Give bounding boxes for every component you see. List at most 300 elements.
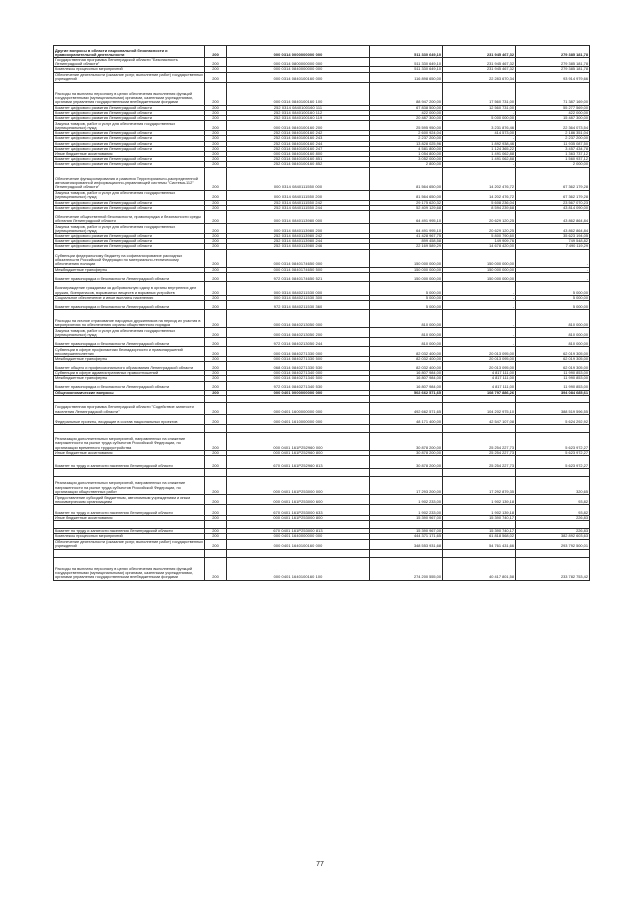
row-name-cell: Предоставление субсидий бюджетным, автономным учреждениям и иным некоммерческим организациям xyxy=(54,495,205,505)
row-approved-amount-cell: 511 330 649,10 xyxy=(370,67,443,72)
row-code-cell: 200 xyxy=(205,529,227,534)
row-approved-amount-cell: 30 878 200,00 xyxy=(370,456,443,469)
row-approved-amount-cell: 274 200 555,00 xyxy=(370,557,443,580)
row-approved-amount-cell: 5 000,00 xyxy=(370,295,443,300)
row-name-cell: Комитет цифрового развития Ленинградской области xyxy=(54,136,205,141)
table-row xyxy=(54,157,590,162)
row-approved-amount-cell: 899 458,58 xyxy=(370,239,443,244)
row-approved-amount-cell: 82 032 400,00 xyxy=(370,357,443,362)
row-name-cell: Государственная программа Ленинградской области "Безопасность Ленинградской области" xyxy=(54,58,205,67)
row-executed-amount-cell: - xyxy=(443,281,516,295)
row-approved-amount-cell: 64 491 995,10 xyxy=(370,211,443,224)
row-unexecuted-amount-cell: 93,82 xyxy=(516,505,590,516)
row-executed-amount-cell: 20 013 095,00 xyxy=(443,357,516,362)
row-unexecuted-amount-cell: 43 862 864,84 xyxy=(516,224,590,234)
budget-execution-table xyxy=(53,45,590,581)
row-executed-amount-cell: - xyxy=(443,338,516,347)
table-row xyxy=(54,58,590,67)
row-code-cell: 200 xyxy=(205,136,227,141)
row-executed-amount-cell: - xyxy=(443,162,516,167)
row-name-cell: Комитет цифрового развития Ленинградской области xyxy=(54,244,205,249)
row-unexecuted-amount-cell: 810 000,00 xyxy=(516,328,590,338)
row-classification-code-cell: 000 0314 0840213050 200 xyxy=(227,328,370,338)
row-code-cell: 200 xyxy=(205,131,227,136)
table-row xyxy=(54,424,590,432)
row-unexecuted-amount-cell: 394 084 685,61 xyxy=(516,390,590,395)
row-unexecuted-amount-cell: 279 385 181,78 xyxy=(516,58,590,67)
table-row xyxy=(54,347,590,357)
row-name-cell xyxy=(54,549,205,557)
row-name-cell: Закупка товаров, работ и услуг для обеспечения государственных (муниципальных) нужд xyxy=(54,121,205,131)
table-row xyxy=(54,116,590,121)
row-classification-code-cell: 972 0314 0840174650 521 xyxy=(227,272,370,281)
table-row xyxy=(54,249,590,267)
row-code-cell: 200 xyxy=(205,162,227,167)
row-name-cell: Реализация дополнительных мероприятий, направленных на снижение напряженности на рынке труда субъектов Российской Федерации, по организации временного трудоустройства xyxy=(54,432,205,450)
table-row xyxy=(54,301,590,310)
table-row xyxy=(54,469,590,477)
table-row xyxy=(54,190,590,200)
row-unexecuted-amount-cell: 279 385 181,78 xyxy=(516,46,590,58)
row-unexecuted-amount-cell: - xyxy=(516,267,590,272)
row-classification-code-cell: 000 0401 161P253000 800 xyxy=(227,516,370,521)
row-unexecuted-amount-cell: 62 019 305,00 xyxy=(516,357,590,362)
row-code-cell: 200 xyxy=(205,357,227,362)
row-classification-code-cell xyxy=(227,469,370,477)
row-code-cell: 200 xyxy=(205,267,227,272)
row-approved-amount-cell xyxy=(370,469,443,477)
row-code-cell xyxy=(205,424,227,432)
row-code-cell: 200 xyxy=(205,505,227,516)
row-executed-amount-cell: 4 817 111,00 xyxy=(443,376,516,381)
row-approved-amount-cell: 511 330 649,10 xyxy=(370,58,443,67)
row-name-cell: Комплексы процессных мероприятий xyxy=(54,534,205,539)
row-unexecuted-amount-cell: 35 623 194,05 xyxy=(516,234,590,239)
row-code-cell: 200 xyxy=(205,67,227,72)
row-code-cell: 200 xyxy=(205,82,227,105)
row-name-cell: Субвенции федеральному бюджету на софинансирование расходных обязательств Российской Федерации по материально-техническому обеспечению полиции xyxy=(54,249,205,267)
row-classification-code-cell: 000 0314 0840113980 000 xyxy=(227,211,370,224)
row-approved-amount-cell xyxy=(370,424,443,432)
row-approved-amount-cell: 15 390 967,00 xyxy=(370,529,443,534)
row-executed-amount-cell: 231 945 467,32 xyxy=(443,58,516,67)
row-unexecuted-amount-cell: 71 387 169,00 xyxy=(516,82,590,105)
row-classification-code-cell: 252 0314 0840111550 244 xyxy=(227,205,370,210)
row-unexecuted-amount-cell: 67 362 179,28 xyxy=(516,190,590,200)
row-executed-amount-cell: 14 202 476,72 xyxy=(443,167,516,190)
row-executed-amount-cell: 12 560 731,00 xyxy=(443,105,516,110)
row-classification-code-cell: 000 0314 0840174650 500 xyxy=(227,267,370,272)
row-code-cell: 200 xyxy=(205,46,227,58)
row-name-cell: Субвенции в сфере профилактики безнадзорности и правонарушений несовершеннолетних xyxy=(54,347,205,357)
row-code-cell: 200 xyxy=(205,200,227,205)
row-classification-code-cell: 000 0314 0840271330 000 xyxy=(227,347,370,357)
row-approved-amount-cell: 81 564 650,00 xyxy=(370,190,443,200)
table-row xyxy=(54,539,590,549)
row-approved-amount-cell: 25 595 950,00 xyxy=(370,121,443,131)
row-name-cell: Субвенции в сфере административных правоотношений xyxy=(54,371,205,376)
row-classification-code-cell: 000 0314 0000000000 000 xyxy=(227,46,370,58)
row-name-cell: Иные бюджетные ассигнования xyxy=(54,152,205,157)
table-row xyxy=(54,82,590,105)
page-number: 77 xyxy=(316,861,324,868)
row-code-cell: 200 xyxy=(205,477,227,495)
row-unexecuted-amount-cell: 3 457 434,78 xyxy=(516,146,590,151)
row-code-cell xyxy=(205,395,227,402)
row-name-cell: Комитет цифрового развития Ленинградской области xyxy=(54,110,205,115)
row-executed-amount-cell: 17 560 731,00 xyxy=(443,82,516,105)
row-code-cell: 200 xyxy=(205,432,227,450)
row-classification-code-cell: 972 0314 0840213050 244 xyxy=(227,338,370,347)
row-executed-amount-cell xyxy=(443,549,516,557)
row-classification-code-cell: 972 0314 0840211530 360 xyxy=(227,301,370,310)
row-unexecuted-amount-cell: 62 019 305,00 xyxy=(516,347,590,357)
row-code-cell: 200 xyxy=(205,539,227,549)
row-name-cell: Комитет по труду и занятости населения Ленинградской области xyxy=(54,456,205,469)
row-approved-amount-cell: 502 662 571,65 xyxy=(370,390,443,395)
table-row xyxy=(54,529,590,534)
row-code-cell: 200 xyxy=(205,72,227,82)
table-row xyxy=(54,338,590,347)
table-row xyxy=(54,205,590,210)
row-classification-code-cell: 252 0314 0840113980 242 xyxy=(227,234,370,239)
row-approved-amount-cell: 348 553 931,68 xyxy=(370,539,443,549)
row-code-cell: 200 xyxy=(205,376,227,381)
row-executed-amount-cell: 3 231 876,46 xyxy=(443,121,516,131)
row-approved-amount-cell: 16 807 984,00 xyxy=(370,371,443,376)
row-name-cell: Комитет правопорядка и безопасности Ленинградской области xyxy=(54,272,205,281)
row-classification-code-cell: 000 0401 1640100160 000 xyxy=(227,539,370,549)
row-executed-amount-cell: 1 902 139,18 xyxy=(443,505,516,516)
row-name-cell: Комитет цифрового развития Ленинградской области xyxy=(54,234,205,239)
row-name-cell: Иные бюджетные ассигнования xyxy=(54,450,205,455)
row-executed-amount-cell xyxy=(443,424,516,432)
row-code-cell: 200 xyxy=(205,272,227,281)
row-executed-amount-cell: - xyxy=(443,110,516,115)
row-classification-code-cell: 252 0314 0840100160 242 xyxy=(227,131,370,136)
row-classification-code-cell: 670 0401 161P252960 813 xyxy=(227,456,370,469)
row-classification-code-cell: 068 0314 0840271330 530 xyxy=(227,362,370,371)
row-unexecuted-amount-cell: 93 914 979,66 xyxy=(516,72,590,82)
row-unexecuted-amount-cell: 67 362 179,28 xyxy=(516,167,590,190)
row-code-cell: 200 xyxy=(205,371,227,376)
row-code-cell: 200 xyxy=(205,121,227,131)
row-name-cell: Комитет цифрового развития Ленинградской области xyxy=(54,239,205,244)
row-name-cell: Государственная программа Ленинградской области "Содействие занятости населения Ленинградской области" xyxy=(54,402,205,414)
row-name-cell: Реализация дополнительных мероприятий, направленных на снижение напряженности на рынке труда субъектов Российской Федерации, по организации общественных работ xyxy=(54,477,205,495)
row-unexecuted-amount-cell: 5 000,00 xyxy=(516,295,590,300)
row-unexecuted-amount-cell: 62 019 305,00 xyxy=(516,362,590,371)
row-executed-amount-cell: 25 254 227,73 xyxy=(443,456,516,469)
row-code-cell: 200 xyxy=(205,281,227,295)
row-name-cell xyxy=(54,469,205,477)
row-approved-amount-cell: 82 032 400,00 xyxy=(370,347,443,357)
row-unexecuted-amount-cell: 293 792 500,01 xyxy=(516,539,590,549)
row-executed-amount-cell: 5 608 236,04 xyxy=(443,200,516,205)
row-approved-amount-cell: 150 000 000,00 xyxy=(370,267,443,272)
table-row xyxy=(54,105,590,110)
table-row xyxy=(54,328,590,338)
row-executed-amount-cell: 149 909,76 xyxy=(443,239,516,244)
table-row xyxy=(54,432,590,450)
row-unexecuted-amount-cell: 382 892 603,63 xyxy=(516,534,590,539)
row-approved-amount-cell: 1 902 233,00 xyxy=(370,505,443,516)
row-executed-amount-cell: 17 292 879,35 xyxy=(443,477,516,495)
table-row xyxy=(54,362,590,371)
row-approved-amount-cell: 41 428 967,75 xyxy=(370,234,443,239)
row-approved-amount-cell: 52 409 129,68 xyxy=(370,205,443,210)
row-code-cell: 200 xyxy=(205,516,227,521)
row-approved-amount-cell: 13 828 025,96 xyxy=(370,141,443,146)
row-classification-code-cell: 252 0314 0840100160 247 xyxy=(227,146,370,151)
row-code-cell: 200 xyxy=(205,414,227,424)
row-executed-amount-cell: 20 013 095,00 xyxy=(443,347,516,357)
row-classification-code-cell: 000 0314 0840213050 000 xyxy=(227,310,370,328)
row-approved-amount-cell: 30 878 200,00 xyxy=(370,450,443,455)
row-approved-amount-cell: 3 052 000,00 xyxy=(370,157,443,162)
row-code-cell: 200 xyxy=(205,157,227,162)
row-unexecuted-amount-cell: 810 000,00 xyxy=(516,310,590,328)
table-row xyxy=(54,477,590,495)
row-classification-code-cell: 000 0401 161P253000 600 xyxy=(227,495,370,505)
row-approved-amount-cell: 82 032 400,00 xyxy=(370,362,443,371)
row-approved-amount-cell: 15 390 967,00 xyxy=(370,516,443,521)
row-name-cell: Иные бюджетные ассигнования xyxy=(54,516,205,521)
row-approved-amount-cell: 5 000,00 xyxy=(370,281,443,295)
row-code-cell: 200 xyxy=(205,495,227,505)
row-classification-code-cell: 000 0314 0840100160 000 xyxy=(227,72,370,82)
row-approved-amount-cell: 422 000,00 xyxy=(370,110,443,115)
row-name-cell: Комитет цифрового развития Ленинградской области xyxy=(54,205,205,210)
row-classification-code-cell xyxy=(227,424,370,432)
row-approved-amount-cell: 16 807 984,00 xyxy=(370,381,443,390)
row-unexecuted-amount-cell: 226,83 xyxy=(516,529,590,534)
row-executed-amount-cell xyxy=(443,521,516,529)
row-executed-amount-cell: 15 390 740,17 xyxy=(443,516,516,521)
row-code-cell: 200 xyxy=(205,239,227,244)
row-code-cell: 200 xyxy=(205,146,227,151)
row-executed-amount-cell: 20 629 120,25 xyxy=(443,211,516,224)
row-unexecuted-amount-cell xyxy=(516,469,590,477)
row-name-cell: Закупка товаров, работ и услуг для обеспечения государственных (муниципальных) нужд xyxy=(54,224,205,234)
row-code-cell: 200 xyxy=(205,328,227,338)
row-executed-amount-cell: - xyxy=(443,328,516,338)
row-classification-code-cell: 000 0314 0800000000 000 xyxy=(227,58,370,67)
row-executed-amount-cell: - xyxy=(443,136,516,141)
row-executed-amount-cell: 5 000 000,00 xyxy=(443,116,516,121)
row-unexecuted-amount-cell: 5 623 972,27 xyxy=(516,456,590,469)
row-approved-amount-cell: 116 898 650,00 xyxy=(370,72,443,82)
table-row xyxy=(54,234,590,239)
row-code-cell: 200 xyxy=(205,381,227,390)
row-code-cell: 200 xyxy=(205,167,227,190)
row-approved-amount-cell: 2 800,00 xyxy=(370,162,443,167)
row-approved-amount-cell: 30 878 200,00 xyxy=(370,432,443,450)
row-approved-amount-cell: 67 838 500,00 xyxy=(370,105,443,110)
row-approved-amount-cell: 48 171 400,00 xyxy=(370,414,443,424)
row-executed-amount-cell: 14 202 476,72 xyxy=(443,190,516,200)
row-name-cell: Межбюджетные трансферты xyxy=(54,376,205,381)
row-code-cell: 200 xyxy=(205,557,227,580)
row-classification-code-cell: 000 0314 0840111550 200 xyxy=(227,190,370,200)
row-classification-code-cell: 000 0314 0840100160 800 xyxy=(227,152,370,157)
row-executed-amount-cell: 42 547 107,08 xyxy=(443,414,516,424)
row-name-cell: Комплексы процессных мероприятий xyxy=(54,67,205,72)
row-classification-code-cell: 000 0314 0840211530 300 xyxy=(227,295,370,300)
row-unexecuted-amount-cell: 11 990 853,00 xyxy=(516,381,590,390)
row-classification-code-cell xyxy=(227,521,370,529)
row-unexecuted-amount-cell: 2 237 200,00 xyxy=(516,136,590,141)
row-unexecuted-amount-cell: 749 548,82 xyxy=(516,239,590,244)
row-unexecuted-amount-cell: - xyxy=(516,249,590,267)
row-classification-code-cell: 000 0401 0000000000 000 xyxy=(227,390,370,395)
table-row xyxy=(54,381,590,390)
row-executed-amount-cell: 22 283 670,34 xyxy=(443,72,516,82)
row-approved-amount-cell xyxy=(370,395,443,402)
row-classification-code-cell: 000 0314 0840113980 200 xyxy=(227,224,370,234)
table-row xyxy=(54,402,590,414)
row-code-cell: 200 xyxy=(205,152,227,157)
row-executed-amount-cell: 15 390 740,17 xyxy=(443,529,516,534)
row-approved-amount-cell: 16 807 984,00 xyxy=(370,376,443,381)
row-code-cell: 200 xyxy=(205,105,227,110)
row-name-cell: Комитет цифрового развития Ленинградской области xyxy=(54,157,205,162)
table-row xyxy=(54,239,590,244)
row-code-cell: 200 xyxy=(205,402,227,414)
row-executed-amount-cell: 231 945 467,32 xyxy=(443,67,516,72)
row-approved-amount-cell: 1 902 233,00 xyxy=(370,495,443,505)
row-executed-amount-cell: - xyxy=(443,301,516,310)
row-executed-amount-cell: 150 000 000,00 xyxy=(443,267,516,272)
row-code-cell: 200 xyxy=(205,190,227,200)
row-unexecuted-amount-cell: 5 623 972,27 xyxy=(516,432,590,450)
row-code-cell: 200 xyxy=(205,347,227,357)
row-executed-amount-cell: 150 000 000,00 xyxy=(443,272,516,281)
row-name-cell: Федеральные проекты, входящие в состав национальных проектов xyxy=(54,414,205,424)
table-row xyxy=(54,495,590,505)
row-classification-code-cell: 000 0401 1600000000 000 xyxy=(227,402,370,414)
row-classification-code-cell: 252 0314 0840113980 246 xyxy=(227,244,370,249)
row-unexecuted-amount-cell: 422 000,00 xyxy=(516,110,590,115)
row-code-cell: 200 xyxy=(205,456,227,469)
row-unexecuted-amount-cell: 11 990 853,00 xyxy=(516,376,590,381)
row-executed-amount-cell: 1 902 139,18 xyxy=(443,495,516,505)
row-unexecuted-amount-cell: 2 186 351,04 xyxy=(516,131,590,136)
row-unexecuted-amount-cell: 279 385 181,78 xyxy=(516,67,590,72)
row-executed-amount-cell xyxy=(443,469,516,477)
row-code-cell: 200 xyxy=(205,211,227,224)
row-unexecuted-amount-cell: - xyxy=(516,272,590,281)
row-code-cell: 200 xyxy=(205,205,227,210)
row-code-cell: 200 xyxy=(205,141,227,146)
row-code-cell: 200 xyxy=(205,234,227,239)
row-name-cell: Комитет цифрового развития Ленинградской области xyxy=(54,131,205,136)
row-executed-amount-cell: 414 573,00 xyxy=(443,131,516,136)
row-classification-code-cell: 252 0314 0840111550 242 xyxy=(227,200,370,205)
row-name-cell: Комитет цифрового развития Ленинградской области xyxy=(54,116,205,121)
row-unexecuted-amount-cell: 1 560 937,12 xyxy=(516,157,590,162)
row-executed-amount-cell: 14 678 420,00 xyxy=(443,244,516,249)
row-classification-code-cell: 000 0401 161P252960 800 xyxy=(227,450,370,455)
row-code-cell: 200 xyxy=(205,362,227,371)
table-row xyxy=(54,141,590,146)
row-approved-amount-cell xyxy=(370,549,443,557)
row-classification-code-cell: 252 0314 0840100160 112 xyxy=(227,110,370,115)
row-name-cell: Комитет цифрового развития Ленинградской области xyxy=(54,146,205,151)
row-executed-amount-cell: 20 013 095,00 xyxy=(443,362,516,371)
row-classification-code-cell: 972 0314 0840271340 530 xyxy=(227,381,370,390)
row-unexecuted-amount-cell: 810 000,00 xyxy=(516,338,590,347)
row-classification-code-cell: 000 0401 1610000000 000 xyxy=(227,414,370,424)
row-code-cell: 200 xyxy=(205,390,227,395)
row-classification-code-cell: 252 0314 0840100160 852 xyxy=(227,162,370,167)
row-name-cell: Комитет цифрового развития Ленинградской области xyxy=(54,105,205,110)
row-name-cell: Вознаграждение гражданам за добровольную сдачу в органы внутренних дел оружия, боеприпасов, взрывчатых веществ и взрывных устройств xyxy=(54,281,205,295)
row-approved-amount-cell: 4 581 800,00 xyxy=(370,146,443,151)
row-approved-amount-cell: 20 487 300,00 xyxy=(370,116,443,121)
row-executed-amount-cell: 40 417 801,58 xyxy=(443,557,516,580)
row-unexecuted-amount-cell: 43 814 090,00 xyxy=(516,205,590,210)
row-classification-code-cell: 000 0401 161P252960 000 xyxy=(227,432,370,450)
row-approved-amount-cell: 88 947 200,00 xyxy=(370,82,443,105)
row-name-cell: Закупка товаров, работ и услуг для обеспечения государственных (муниципальных) нужд xyxy=(54,190,205,200)
table-row xyxy=(54,121,590,131)
row-name-cell xyxy=(54,521,205,529)
row-unexecuted-amount-cell: 226,83 xyxy=(516,516,590,521)
row-code-cell: 200 xyxy=(205,450,227,455)
row-name-cell: Расходы на выплаты персоналу в целях обеспечения выполнения функций государственными (муниципальными) органами, казенными учреждениями, органами управления государственными внебюджетными фондами xyxy=(54,557,205,580)
row-unexecuted-amount-cell xyxy=(516,549,590,557)
row-unexecuted-amount-cell xyxy=(516,424,590,432)
row-unexecuted-amount-cell: 11 990 853,00 xyxy=(516,371,590,376)
row-approved-amount-cell: 511 330 649,10 xyxy=(370,46,443,58)
row-unexecuted-amount-cell: 388 519 596,55 xyxy=(516,402,590,414)
row-executed-amount-cell: 4 817 111,00 xyxy=(443,371,516,376)
row-executed-amount-cell: 1 491 062,88 xyxy=(443,157,516,162)
row-unexecuted-amount-cell: 5 000,00 xyxy=(516,281,590,295)
row-code-cell: 200 xyxy=(205,338,227,347)
row-executed-amount-cell: - xyxy=(443,310,516,328)
row-unexecuted-amount-cell: 11 935 087,50 xyxy=(516,141,590,146)
row-name-cell: Обеспечение функционирования и развития Территориально-распределенной автоматизированной информационно-управляющей системы "Система-112" Ленинградской области" xyxy=(54,167,205,190)
row-name-cell: Закупка товаров, работ и услуг для обеспечения государственных (муниципальных) нужд xyxy=(54,328,205,338)
row-executed-amount-cell: 1 892 938,46 xyxy=(443,141,516,146)
row-name-cell: Комитет общего и профессионального образования Ленинградской области xyxy=(54,362,205,371)
row-executed-amount-cell: 54 761 431,66 xyxy=(443,539,516,549)
row-unexecuted-amount-cell: 320,65 xyxy=(516,477,590,495)
row-classification-code-cell: 252 0314 0840100160 244 xyxy=(227,141,370,146)
row-classification-code-cell: 252 0314 0840100160 119 xyxy=(227,116,370,121)
row-approved-amount-cell: 2 600 924,04 xyxy=(370,131,443,136)
row-code-cell: 200 xyxy=(205,534,227,539)
row-approved-amount-cell: 1 054 800,00 xyxy=(370,152,443,157)
row-name-cell: Комитет цифрового развития Ленинградской области xyxy=(54,141,205,146)
row-unexecuted-amount-cell xyxy=(516,395,590,402)
row-name-cell: Расходы на выплаты персоналу в целях обеспечения выполнения функций государственными (муниципальными) органами, казенными учреждениями, органами управления государственными внебюджетными фондами xyxy=(54,82,205,105)
row-executed-amount-cell: 104 202 975,10 xyxy=(443,402,516,414)
row-unexecuted-amount-cell: 23 567 070,23 xyxy=(516,200,590,205)
row-name-cell: Другие вопросы в области национальной безопасности и правоохранительной деятельности xyxy=(54,46,205,58)
row-approved-amount-cell: 29 175 620,32 xyxy=(370,200,443,205)
row-name-cell: Межбюджетные трансферты xyxy=(54,267,205,272)
row-classification-code-cell xyxy=(227,395,370,402)
table-row xyxy=(54,395,590,402)
row-name-cell: Общеэкономические вопросы xyxy=(54,390,205,395)
table-row xyxy=(54,167,590,190)
row-approved-amount-cell: 810 000,00 xyxy=(370,310,443,328)
table-row xyxy=(54,281,590,295)
row-name-cell: Обеспечение общественной безопасности, правопорядка и безопасности среды обитания Ленинградской области xyxy=(54,211,205,224)
